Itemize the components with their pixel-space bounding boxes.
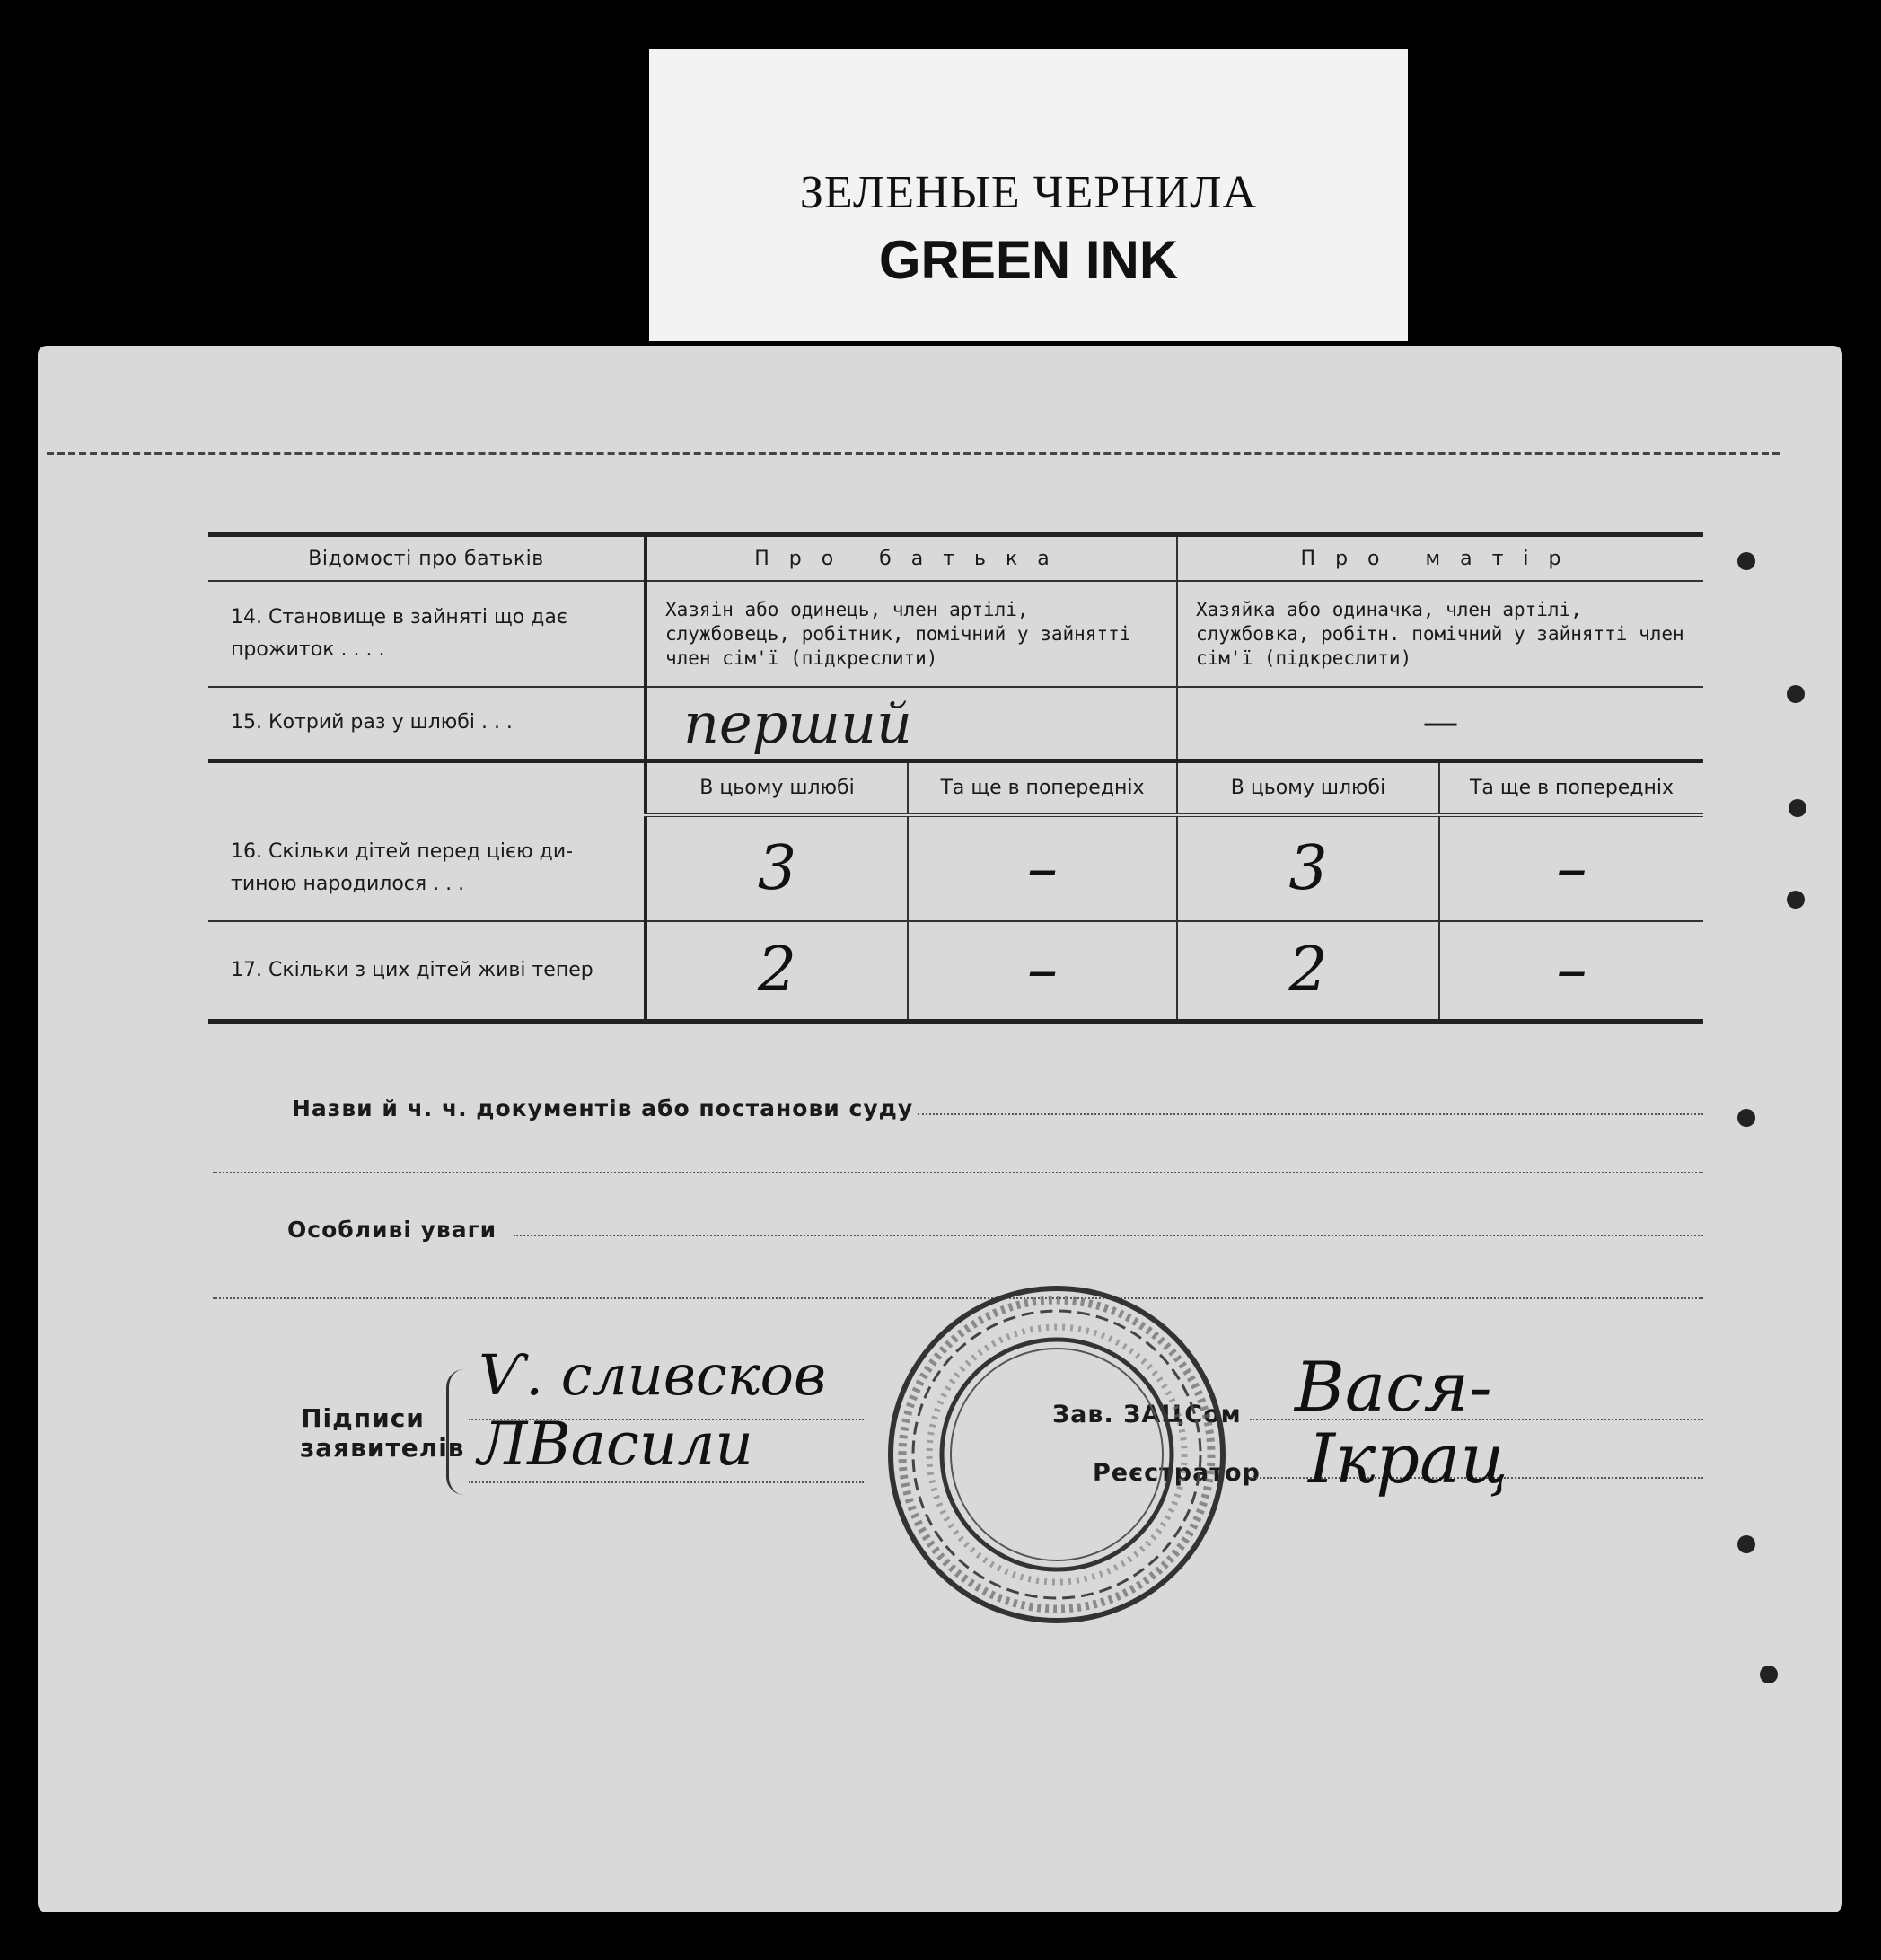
archive-note-english: GREEN INK [878,230,1179,290]
applicants-label-line1: Підписи [301,1403,425,1433]
remarks-label: Особливі уваги [287,1217,497,1243]
row16-mother-this: 3 [1177,815,1439,921]
documents-label: Назви й ч. ч. документів або постанови суду [292,1095,914,1121]
row16-label [208,760,646,921]
head-signature: Вася- [1295,1347,1492,1427]
row16-father-prev: – [908,815,1177,921]
subheader-father-this: В цьому шлюбі [646,760,908,815]
punch-hole [1789,799,1806,817]
header-father: Про батька [646,535,1177,582]
documents-line-2 [213,1172,1703,1173]
row15-mother-value: — [1177,687,1703,760]
row16-mother-prev: – [1439,815,1703,921]
punch-hole [1787,891,1805,909]
row17-father-prev: – [908,921,1177,1022]
row17-mother-this: 2 [1177,921,1439,1022]
parents-info-table [208,532,1703,1024]
documents-line-1 [918,1113,1703,1115]
row15-father-value: перший [646,687,1177,760]
registrar-signature: Ікрац [1308,1419,1508,1499]
archive-note-russian: ЗЕЛЕНЫЕ ЧЕРНИЛА [799,167,1258,218]
row15-label: 15. Котрий раз у шлюбі . . . [208,687,646,760]
row17-label: 17. Скільки з цих дітей живі тепер [208,921,646,1022]
row14-label-line1: 14. Становище в зайняті що дає [231,606,567,628]
head-registry-label: Зав. ЗАЦСом [1052,1401,1242,1428]
form-page [38,346,1842,1912]
applicant-2-signature: ЛВасили [478,1410,753,1479]
applicant-2-line [469,1481,864,1483]
archive-note-card [649,49,1408,341]
row14-label-line2: прожиток . . . . [231,638,385,661]
remarks-line-1 [514,1235,1703,1236]
row14-label [208,581,646,687]
header-parents-info: Відомості про батьків [208,535,646,582]
subheader-father-prev: Та ще в попередніх [908,760,1177,815]
row14-father-options: Хазяін або одинець, член артілі, службовець, робітник, помічний у зайнятті член сім'ї (підкреслити) [646,581,1177,687]
punch-hole [1737,1535,1755,1553]
subheader-mother-this: В цьому шлюбі [1177,760,1439,815]
row16-label-line1: 16. Скільки дітей перед цією ди- [231,840,574,863]
applicants-label-line2: заявителів [300,1433,465,1463]
row16-label-line2: тиною народилося . . . [231,873,465,895]
row16-father-this: 3 [646,815,908,921]
row17-father-this: 2 [646,921,908,1022]
header-mother: Про матір [1177,535,1703,582]
registrar-label: Реєстратор [1093,1459,1261,1487]
official-round-stamp [882,1279,1232,1630]
row17-mother-prev: – [1439,921,1703,1022]
row14-mother-options: Хазяйка або одиначка, член артілі, службовка, робітн. помічний у зайнятті член сім'ї (підкреслити) [1177,581,1703,687]
punch-hole [1737,552,1755,570]
punch-hole [1787,685,1805,703]
perforation-line [47,452,1780,455]
applicants-label [300,1403,465,1463]
applicant-1-signature: Ѵ. сливсков [478,1342,827,1408]
applicants-brace [446,1369,467,1495]
subheader-mother-prev: Та ще в попередніх [1439,760,1703,815]
punch-hole [1760,1666,1778,1683]
punch-hole [1737,1109,1755,1127]
